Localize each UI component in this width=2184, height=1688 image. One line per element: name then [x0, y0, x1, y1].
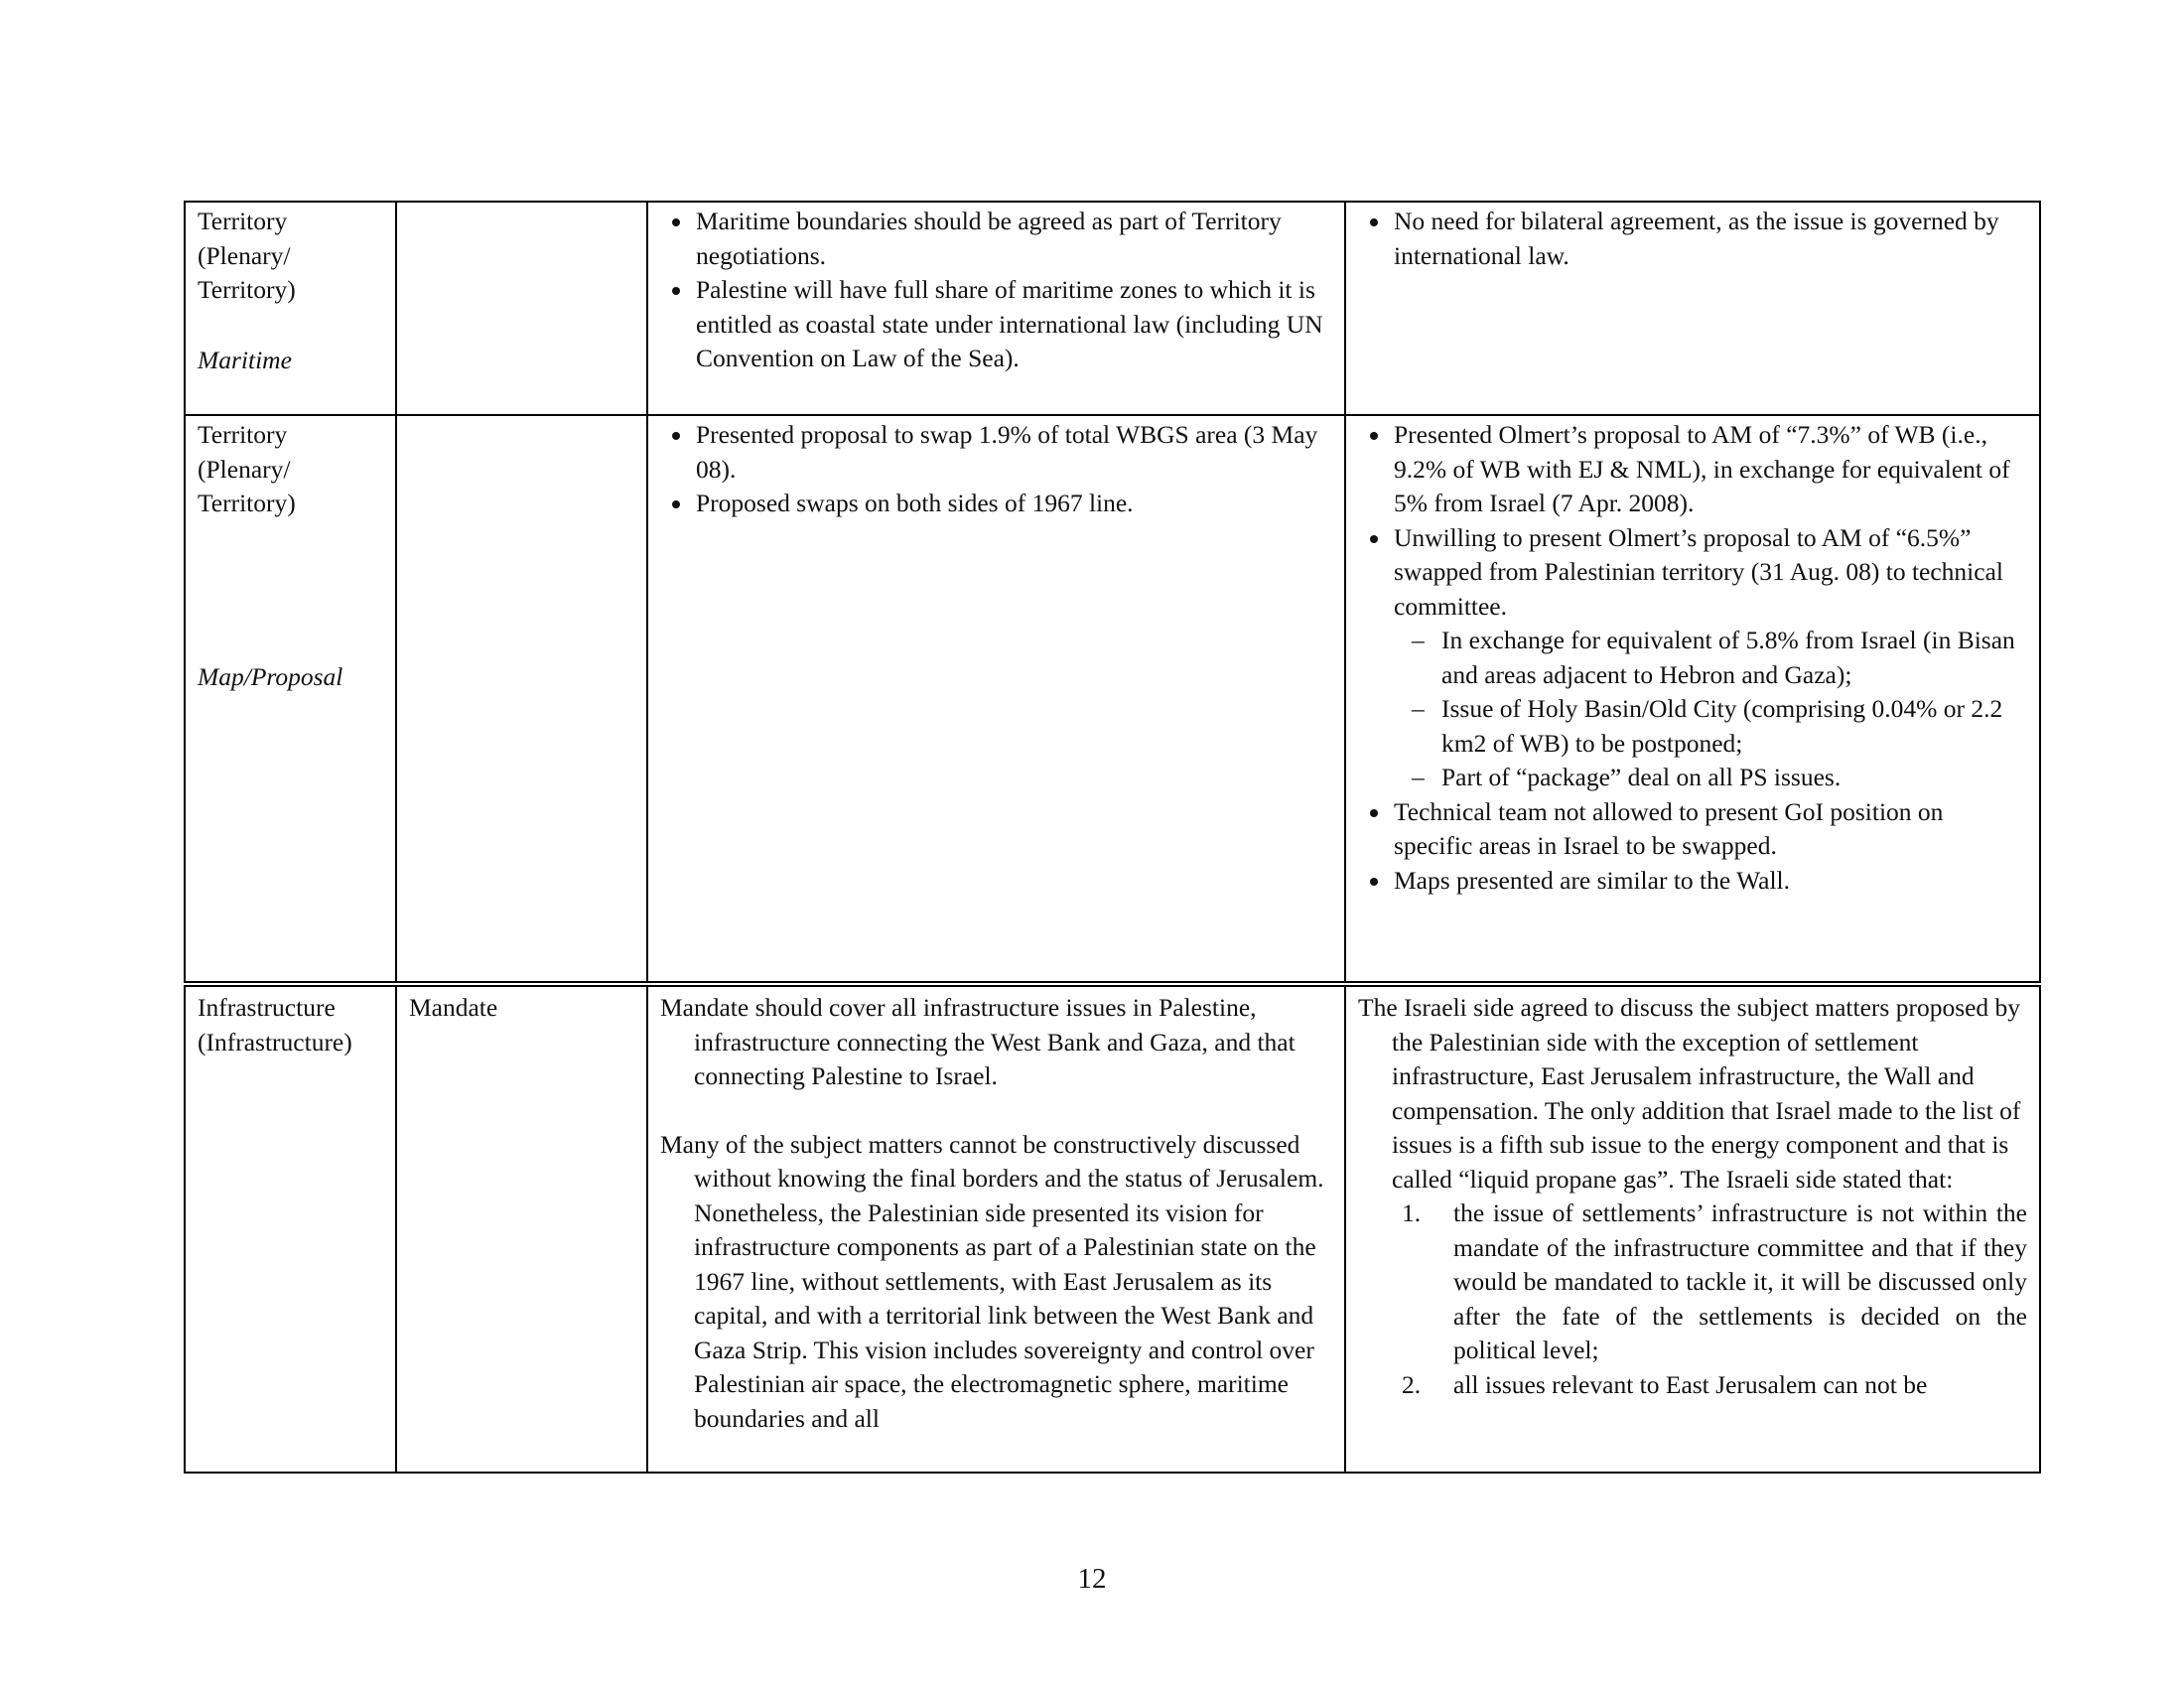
bullet-list: [1358, 418, 2027, 898]
israeli-position-cell: [1345, 984, 2040, 1473]
dash-item: – In exchange for equivalent of 5.8% from Israel (in Bisan and areas adjacent to Hebron and Gaza);: [1441, 624, 2027, 692]
cell-content: [660, 991, 1332, 1466]
subtopic-cell: [396, 202, 647, 415]
dash-item: – Issue of Holy Basin/Old City (comprising 0.04% or 2.2 km2 of WB) to be postponed;: [1441, 692, 2027, 761]
cell-content: [1358, 991, 2027, 1466]
israeli-position-cell: [1345, 202, 2040, 415]
topic-line: Territory: [198, 420, 288, 449]
israeli-position-cell: [1345, 415, 2040, 984]
list-item: • Maps presented are similar to the Wall.: [1392, 864, 2027, 899]
palestinian-position-cell: [647, 202, 1345, 415]
topic-cell: [185, 202, 396, 415]
topic-cell: [185, 415, 396, 984]
topic-cell: [185, 984, 396, 1473]
numbered-list: [1358, 1196, 2027, 1402]
topic-line: (Plenary/: [198, 454, 291, 484]
table-row: [185, 984, 2040, 1473]
table-row: [185, 415, 2040, 984]
paragraph: Many of the subject matters cannot be constructively discussed without knowing the final borders and the status of Jerusalem. Nonetheless, the Palestinian side presented its vision for infrastructure components as part of a Palestinian state on the 1967 line, without settlements, with East Jerusalem as its capital, and with a territorial link between the West Bank and Gaza Strip. This vision includes sovereignty and control over Palestinian air space, the electromagnetic sphere, maritime boundaries and all: [660, 1129, 1324, 1433]
numbered-item: [1402, 1196, 2027, 1368]
paragraph: The Israeli side agreed to discuss the subject matters proposed by the Palestinian side with the exception of settlement infrastructure, East Jerusalem infrastructure, the Wall and compensation. The only addition that Israel made to the list of issues is a fifth sub issue to the energy component and that is called “liquid propane gas”. The Israeli side stated that:: [1358, 993, 2021, 1194]
list-item: • Proposed swaps on both sides of 1967 line.: [694, 487, 1332, 521]
paragraph: Mandate should cover all infrastructure issues in Palestine, infrastructure connecting the West Bank and Gaza, and that connecting Palestine to Israel.: [660, 993, 1296, 1090]
topic-line: Infrastructure: [198, 993, 336, 1022]
item-number: 1.: [1402, 1198, 1422, 1227]
bullet-list: [660, 205, 1332, 376]
item-text: the issue of settlements’ infrastructure is not within the mandate of the infrastructure committee and that if they would be mandated to tackle it, it will be discussed only after the fate of the settlements is decided on the political level;: [1453, 1198, 2027, 1364]
subtopic-label: Mandate: [409, 993, 498, 1022]
topic-line: Territory): [198, 275, 296, 304]
bullet-list: [1358, 205, 2027, 273]
topic-line: Territory): [198, 489, 296, 517]
topic-line: (Infrastructure): [198, 1027, 352, 1056]
list-item-text: Unwilling to present Olmert’s proposal to AM of “6.5%” swapped from Palestinian territory (31 Aug. 08) to technical committee.: [1394, 522, 2003, 621]
dash-item: – Part of “package” deal on all PS issues.: [1441, 761, 2027, 795]
list-item: • Palestine will have full share of maritime zones to which it is entitled as coastal state under international law (including UN Convention on Law of the Sea).: [694, 273, 1332, 376]
list-item: • No need for bilateral agreement, as the issue is governed by international law.: [1392, 205, 2027, 273]
list-item: • Maritime boundaries should be agreed as part of Territory negotiations.: [694, 205, 1332, 273]
negotiation-positions-table: [184, 201, 2041, 1474]
item-text: all issues relevant to East Jerusalem can not be: [1453, 1369, 1928, 1399]
list-item: [1392, 521, 2027, 795]
sub-topic-label: Map/Proposal: [198, 661, 343, 691]
numbered-item: [1402, 1368, 2027, 1403]
palestinian-position-cell: [647, 984, 1345, 1473]
list-item: • Technical team not allowed to present GoI position on specific areas in Israel to be swapped.: [1392, 795, 2027, 864]
subtopic-cell: [396, 984, 647, 1473]
topic-line: Territory: [198, 207, 288, 235]
topic-line: (Plenary/: [198, 240, 291, 270]
palestinian-position-cell: [647, 415, 1345, 984]
bullet-list: [660, 418, 1332, 521]
table-row: [185, 202, 2040, 415]
dash-list: [1394, 624, 2027, 795]
item-number: 2.: [1402, 1369, 1422, 1399]
list-item: • Presented proposal to swap 1.9% of total WBGS area (3 May 08).: [694, 418, 1332, 487]
sub-topic-label: Maritime: [198, 345, 292, 374]
subtopic-cell: [396, 415, 647, 984]
list-item: • Presented Olmert’s proposal to AM of “7.3%” of WB (i.e., 9.2% of WB with EJ & NML), in exchange for equivalent of 5% from Israel (7 Apr. 2008).: [1392, 418, 2027, 521]
page-number: 12: [1077, 1563, 1107, 1595]
